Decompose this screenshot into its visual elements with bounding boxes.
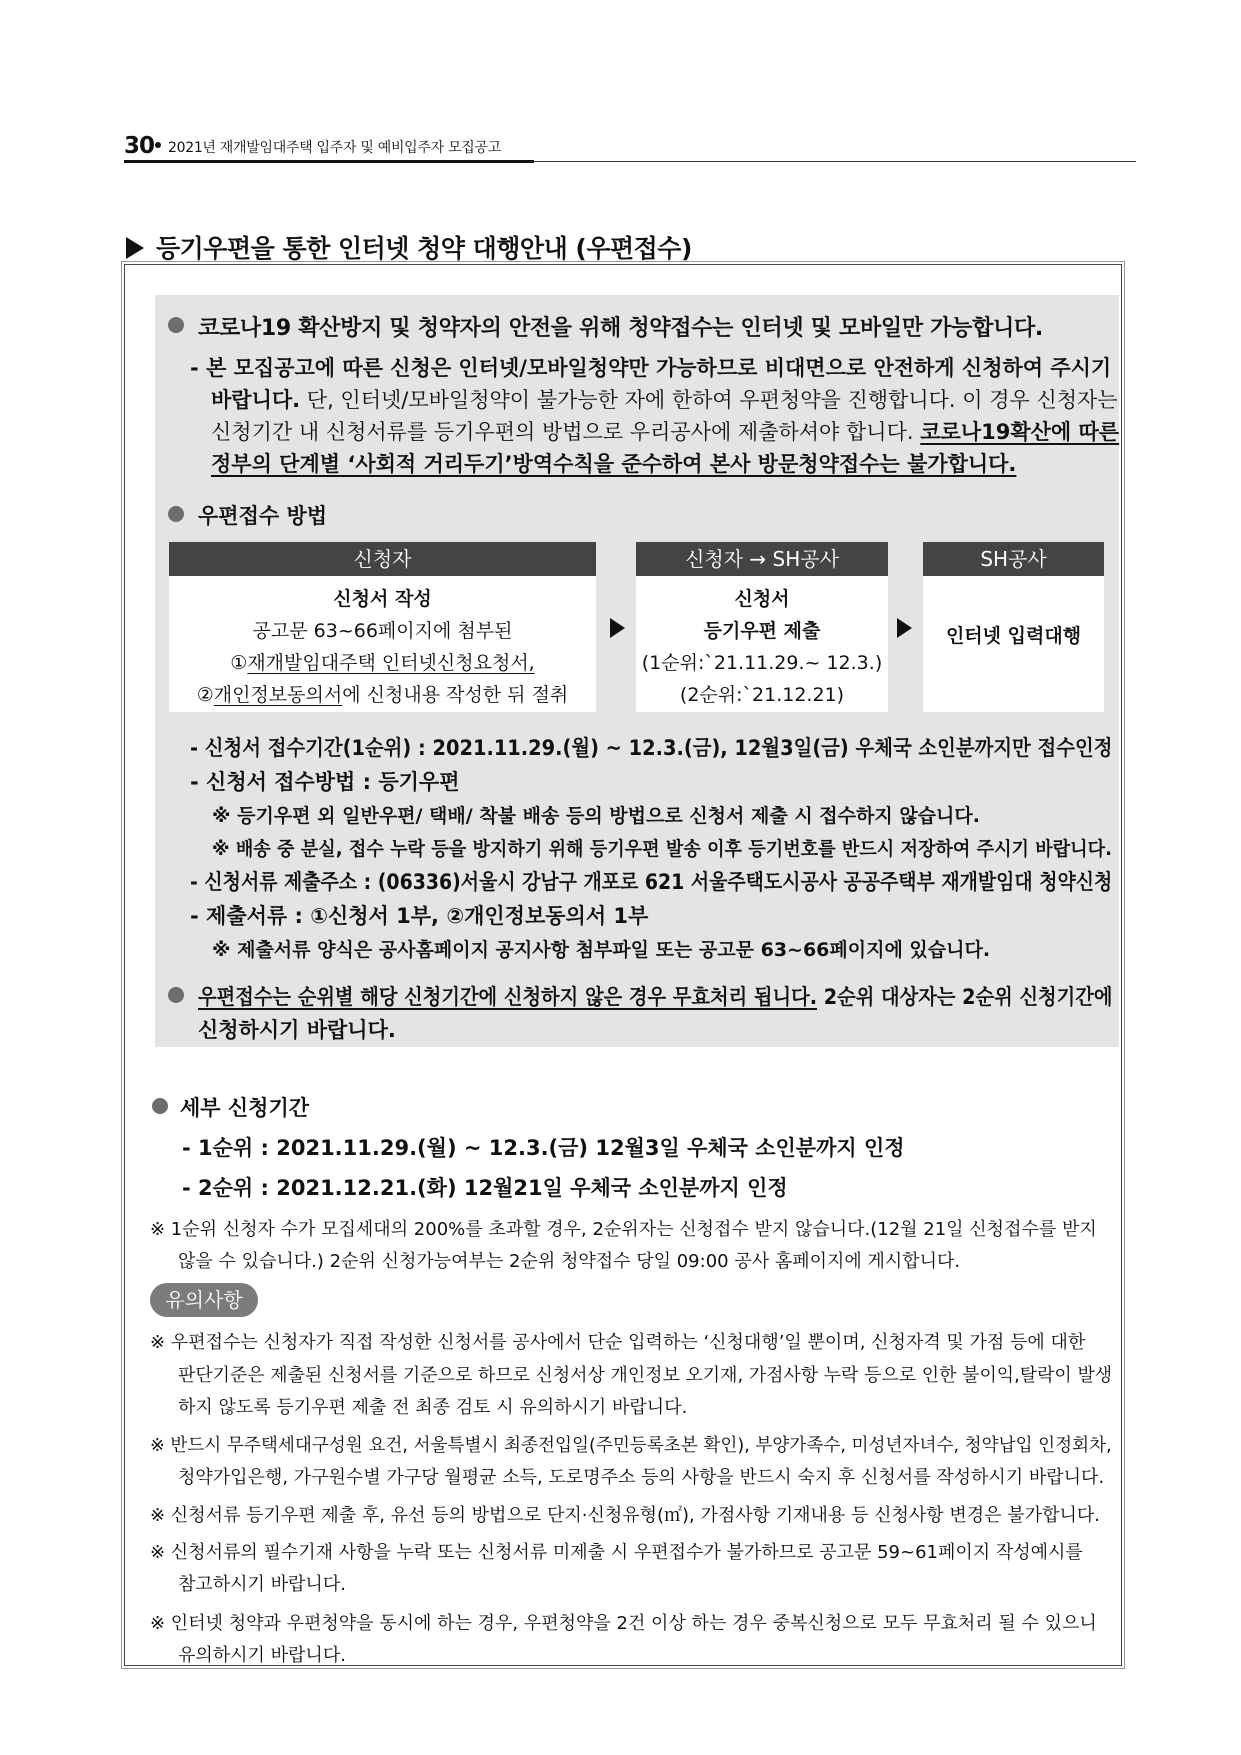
flow-box-submit-body bbox=[636, 576, 888, 711]
flow-box-underlined-form: 재개발임대주택 인터넷신청요청서, bbox=[247, 652, 535, 674]
period-heading: 세부 신청기간 bbox=[180, 1096, 310, 1120]
caution-item-4-line-2: 참고하시기 바랍니다. bbox=[178, 1574, 346, 1595]
caution-item-5-line-2: 유의하시기 바랍니다. bbox=[178, 1645, 346, 1666]
notice-line-4 bbox=[211, 448, 1016, 478]
method-detail: - 제출서류 : ①신청서 1부, ②개인정보동의서 1부 bbox=[190, 904, 649, 928]
caution-item-2-line-2: 청약가입은행, 가구원수별 가구당 월평균 소득, 도로명주소 등의 사항을 반드시 숙지 후 신청서를 작성하시기 바랍니다. bbox=[178, 1467, 1105, 1488]
bullet-circle-icon bbox=[152, 1098, 168, 1114]
method-detail: - 신청서류 제출주소 : (06336)서울시 강남구 개포로 621 서울주택도시공사 공공주택부 재개발임대 청약신청 bbox=[190, 870, 1113, 894]
notice-heading: 코로나19 확산방지 및 청약자의 안전을 위해 청약접수는 인터넷 및 모바일만 가능합니다. bbox=[198, 316, 1043, 341]
section-title bbox=[126, 229, 692, 265]
method-detail-note: ※ 배송 중 분실, 접수 누락 등을 방지하기 위해 등기우편 발송 이후 등기번호를 반드시 저장하여 주시기 바랍니다. bbox=[212, 838, 1112, 860]
flow-box-submit bbox=[636, 542, 888, 712]
notice-line-3-text: 신청기간 내 신청서류를 등기우편의 방법으로 우리공사에 제출하셔야 합니다. bbox=[211, 420, 914, 444]
invalid-notice-underlined: 우편접수는 순위별 해당 신청기간에 신청하지 않은 경우 무효처리 됩니다. bbox=[198, 985, 818, 1009]
method-detail: - 신청서 접수방법 : 등기우편 bbox=[190, 770, 460, 794]
notice-line-1-text: - 본 모집공고에 따른 신청은 인터넷/모바일청약만 가능하므로 비대면으로 안전하게 신청하여 주시기 bbox=[190, 356, 1112, 380]
invalid-notice-line-2: 신청하시기 바랍니다. bbox=[198, 1018, 396, 1042]
notice-line-1 bbox=[190, 352, 1112, 382]
caution-item-3-line-1: ※ 신청서류 등기우편 제출 후, 유선 등의 방법으로 단지·신청유형(㎡), 가점사항 기재내용 등 신청사항 변경은 불가합니다. bbox=[150, 1505, 1100, 1526]
period-rank1: - 1순위 : 2021.11.29.(월) ~ 12.3.(금) 12월3일 우체국 소인분까지 인정 bbox=[182, 1136, 905, 1160]
caution-item-1-line-1: ※ 우편접수는 신청자가 직접 작성한 신청서를 공사에서 단순 입력하는 ‘신청대행’일 뿐이며, 신청자격 및 가점 등에 대한 bbox=[150, 1332, 1086, 1353]
bullet-circle-icon bbox=[168, 987, 184, 1003]
flow-box-submit-line: (1순위:`21.11.29.~ 12.3.) bbox=[641, 652, 883, 674]
caution-item-1-line-3: 하지 않도록 등기우편 제출 전 최종 검토 시 유의하시기 바랍니다. bbox=[178, 1397, 688, 1418]
flow-box-applicant-line: ②개인정보동의서에 신청내용 작성한 뒤 절취 bbox=[196, 684, 569, 706]
play-triangle-icon bbox=[126, 237, 144, 259]
caution-badge: 유의사항 bbox=[150, 1283, 258, 1317]
notice-line-4-underlined: 정부의 단계별 ‘사회적 거리두기’방역수칙을 준수하여 본사 방문청약접수는 불가합니다. bbox=[211, 452, 1017, 476]
bullet-dot-icon bbox=[155, 142, 161, 148]
notice-line-2-bold: 바랍니다. bbox=[211, 388, 301, 412]
flow-box-sh-header: SH공사 bbox=[923, 542, 1104, 576]
method-detail-note: ※ 제출서류 양식은 공사홈페이지 공지사항 첨부파일 또는 공고문 63~66페이지에 있습니다. bbox=[212, 939, 991, 961]
page-number: 30 bbox=[124, 133, 155, 159]
caution-item-5-line-1: ※ 인터넷 청약과 우편청약을 동시에 하는 경우, 우편청약을 2건 이상 하는 경우 중복신청으로 모두 무효처리 될 수 있으니 bbox=[150, 1613, 1097, 1634]
header-rule-thin bbox=[534, 161, 1136, 162]
notice-line-3-underlined: 코로나19확산에 따른 bbox=[920, 420, 1120, 444]
period-rank2: - 2순위 : 2021.12.21.(화) 12월21일 우체국 소인분까지 인정 bbox=[182, 1176, 788, 1200]
invalid-notice-rest: 2순위 대상자는 2순위 신청기간에 bbox=[817, 985, 1113, 1009]
flow-box-submit-line: 등기우편 제출 bbox=[703, 620, 821, 642]
arrow-right-icon bbox=[610, 618, 625, 638]
caution-item-2-line-1: ※ 반드시 무주택세대구성원 요건, 서울특별시 최종전입일(주민등록초본 확인), 부양가족수, 미성년자녀수, 청약납입 인정회차, bbox=[150, 1435, 1112, 1456]
flow-box-submit-line: 신청서 bbox=[734, 588, 790, 610]
document-title: 2021년 재개발임대주택 입주자 및 예비입주자 모집공고 bbox=[168, 140, 501, 156]
notice-line-3 bbox=[211, 416, 1120, 446]
method-detail: - 신청서 접수기간(1순위) : 2021.11.29.(월) ~ 12.3.(금), 12월3일(금) 우체국 소인분까지만 접수인정 bbox=[190, 736, 1113, 760]
page-header bbox=[124, 133, 1136, 163]
method-detail-note: ※ 등기우편 외 일반우편/ 택배/ 착불 배송 등의 방법으로 신청서 제출 시 접수하지 않습니다. bbox=[212, 805, 980, 827]
method-heading: 우편접수 방법 bbox=[198, 504, 328, 528]
flow-box-underlined-consent: 개인정보동의서 bbox=[213, 684, 343, 706]
notice-line-2 bbox=[211, 384, 1118, 414]
header-rule-thick bbox=[124, 160, 534, 163]
flow-box-applicant-line: ①재개발임대주택 인터넷신청요청서, bbox=[230, 652, 535, 674]
invalid-notice-line-1 bbox=[198, 981, 1112, 1011]
notice-line-2-text: 단, 인터넷/모바일청약이 불가능한 자에 한하여 우편청약을 진행합니다. 이 경우 신청자는 bbox=[300, 388, 1118, 412]
flow-box-applicant bbox=[169, 542, 596, 712]
caution-item-4-line-1: ※ 신청서류의 필수기재 사항을 누락 또는 신청서류 미제출 시 우편접수가 불가하므로 공고문 59~61페이지 작성예시를 bbox=[150, 1542, 1083, 1563]
flow-box-submit-line: (2순위:`21.12.21) bbox=[679, 684, 845, 706]
flow-box-applicant-line: 신청서 작성 bbox=[333, 588, 432, 610]
flow-box-applicant-line: 공고문 63~66페이지에 첨부된 bbox=[252, 620, 513, 642]
flow-box-sh bbox=[923, 542, 1104, 712]
section-title-text: 등기우편을 통한 인터넷 청약 대행안내 (우편접수) bbox=[156, 234, 692, 263]
bullet-circle-icon bbox=[168, 317, 184, 333]
period-note-line-2: 않을 수 있습니다.) 2순위 신청가능여부는 2순위 청약접수 당일 09:00 공사 홈페이지에 게시합니다. bbox=[178, 1251, 961, 1272]
caution-item-1-line-2: 판단기준은 제출된 신청서를 기준으로 하므로 신청서상 개인정보 오기재, 가점사항 누락 등으로 인한 불이익,탈락이 발생 bbox=[178, 1365, 1113, 1386]
flow-box-sh-body: 인터넷 입력대행 bbox=[945, 625, 1082, 647]
period-note-line-1: ※ 1순위 신청자 수가 모집세대의 200%를 초과할 경우, 2순위자는 신청접수 받지 않습니다.(12월 21일 신청접수를 받지 bbox=[150, 1219, 1097, 1240]
flow-box-applicant-body bbox=[169, 576, 596, 711]
arrow-right-icon bbox=[897, 618, 912, 638]
bullet-circle-icon bbox=[168, 506, 184, 522]
flow-box-submit-header: 신청자 → SH공사 bbox=[636, 542, 888, 576]
flow-box-applicant-header: 신청자 bbox=[169, 542, 596, 576]
